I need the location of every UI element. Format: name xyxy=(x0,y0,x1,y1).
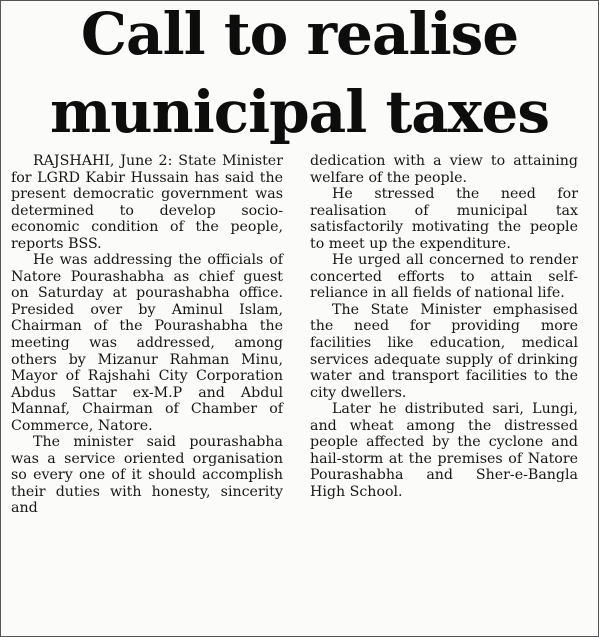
article-paragraph: The State Minister emphasised the need for providing more facilities like education, medical services adequate supply of drinking water and transport facilities to the city dwellers. xyxy=(310,301,578,401)
headline-line-1: Call to realise xyxy=(80,0,519,68)
article-column-left xyxy=(11,153,283,517)
article-paragraph: The minister said pourashabha was a service oriented organisation so every one of it should accomplish their duties with honesty, sincerity and xyxy=(11,434,283,517)
article-paragraph: dedication with a view to attaining welfare of the people. xyxy=(310,153,578,186)
article-paragraph: He was addressing the officials of Natore Pourashabha as chief guest on Saturday at pourashabha office. Presided over by Aminul Islam, Chairman of the Pourashabha the meeting was addressed, among others by Mizanur Rahman Minu, Mayor of Rajshahi City Corporation Abdus Sattar ex-M.P and Abdul Mannaf, Chairman of Chamber of Commerce, Natore. xyxy=(11,252,283,434)
article-paragraph: RAJSHAHI, June 2: State Minister for LGRD Kabir Hussain has said the present democratic government was determined to develop socio-economic condition of the people, reports BSS. xyxy=(11,153,283,252)
article-paragraph: He stressed the need for realisation of municipal tax satisfactorily motivating the people to meet up the expenditure. xyxy=(310,186,578,252)
headline-line-2: municipal taxes xyxy=(50,78,549,146)
article-column-right xyxy=(310,153,578,500)
article-paragraph: Later he distributed sari, Lungi, and wheat among the distressed people affected by the cyclone and hail-storm at the premises of Natore Pourashabha and Sher-e-Bangla High School. xyxy=(310,401,578,500)
article-paragraph: He urged all concerned to render concerted efforts to attain self-reliance in all fields of national life. xyxy=(310,252,578,302)
